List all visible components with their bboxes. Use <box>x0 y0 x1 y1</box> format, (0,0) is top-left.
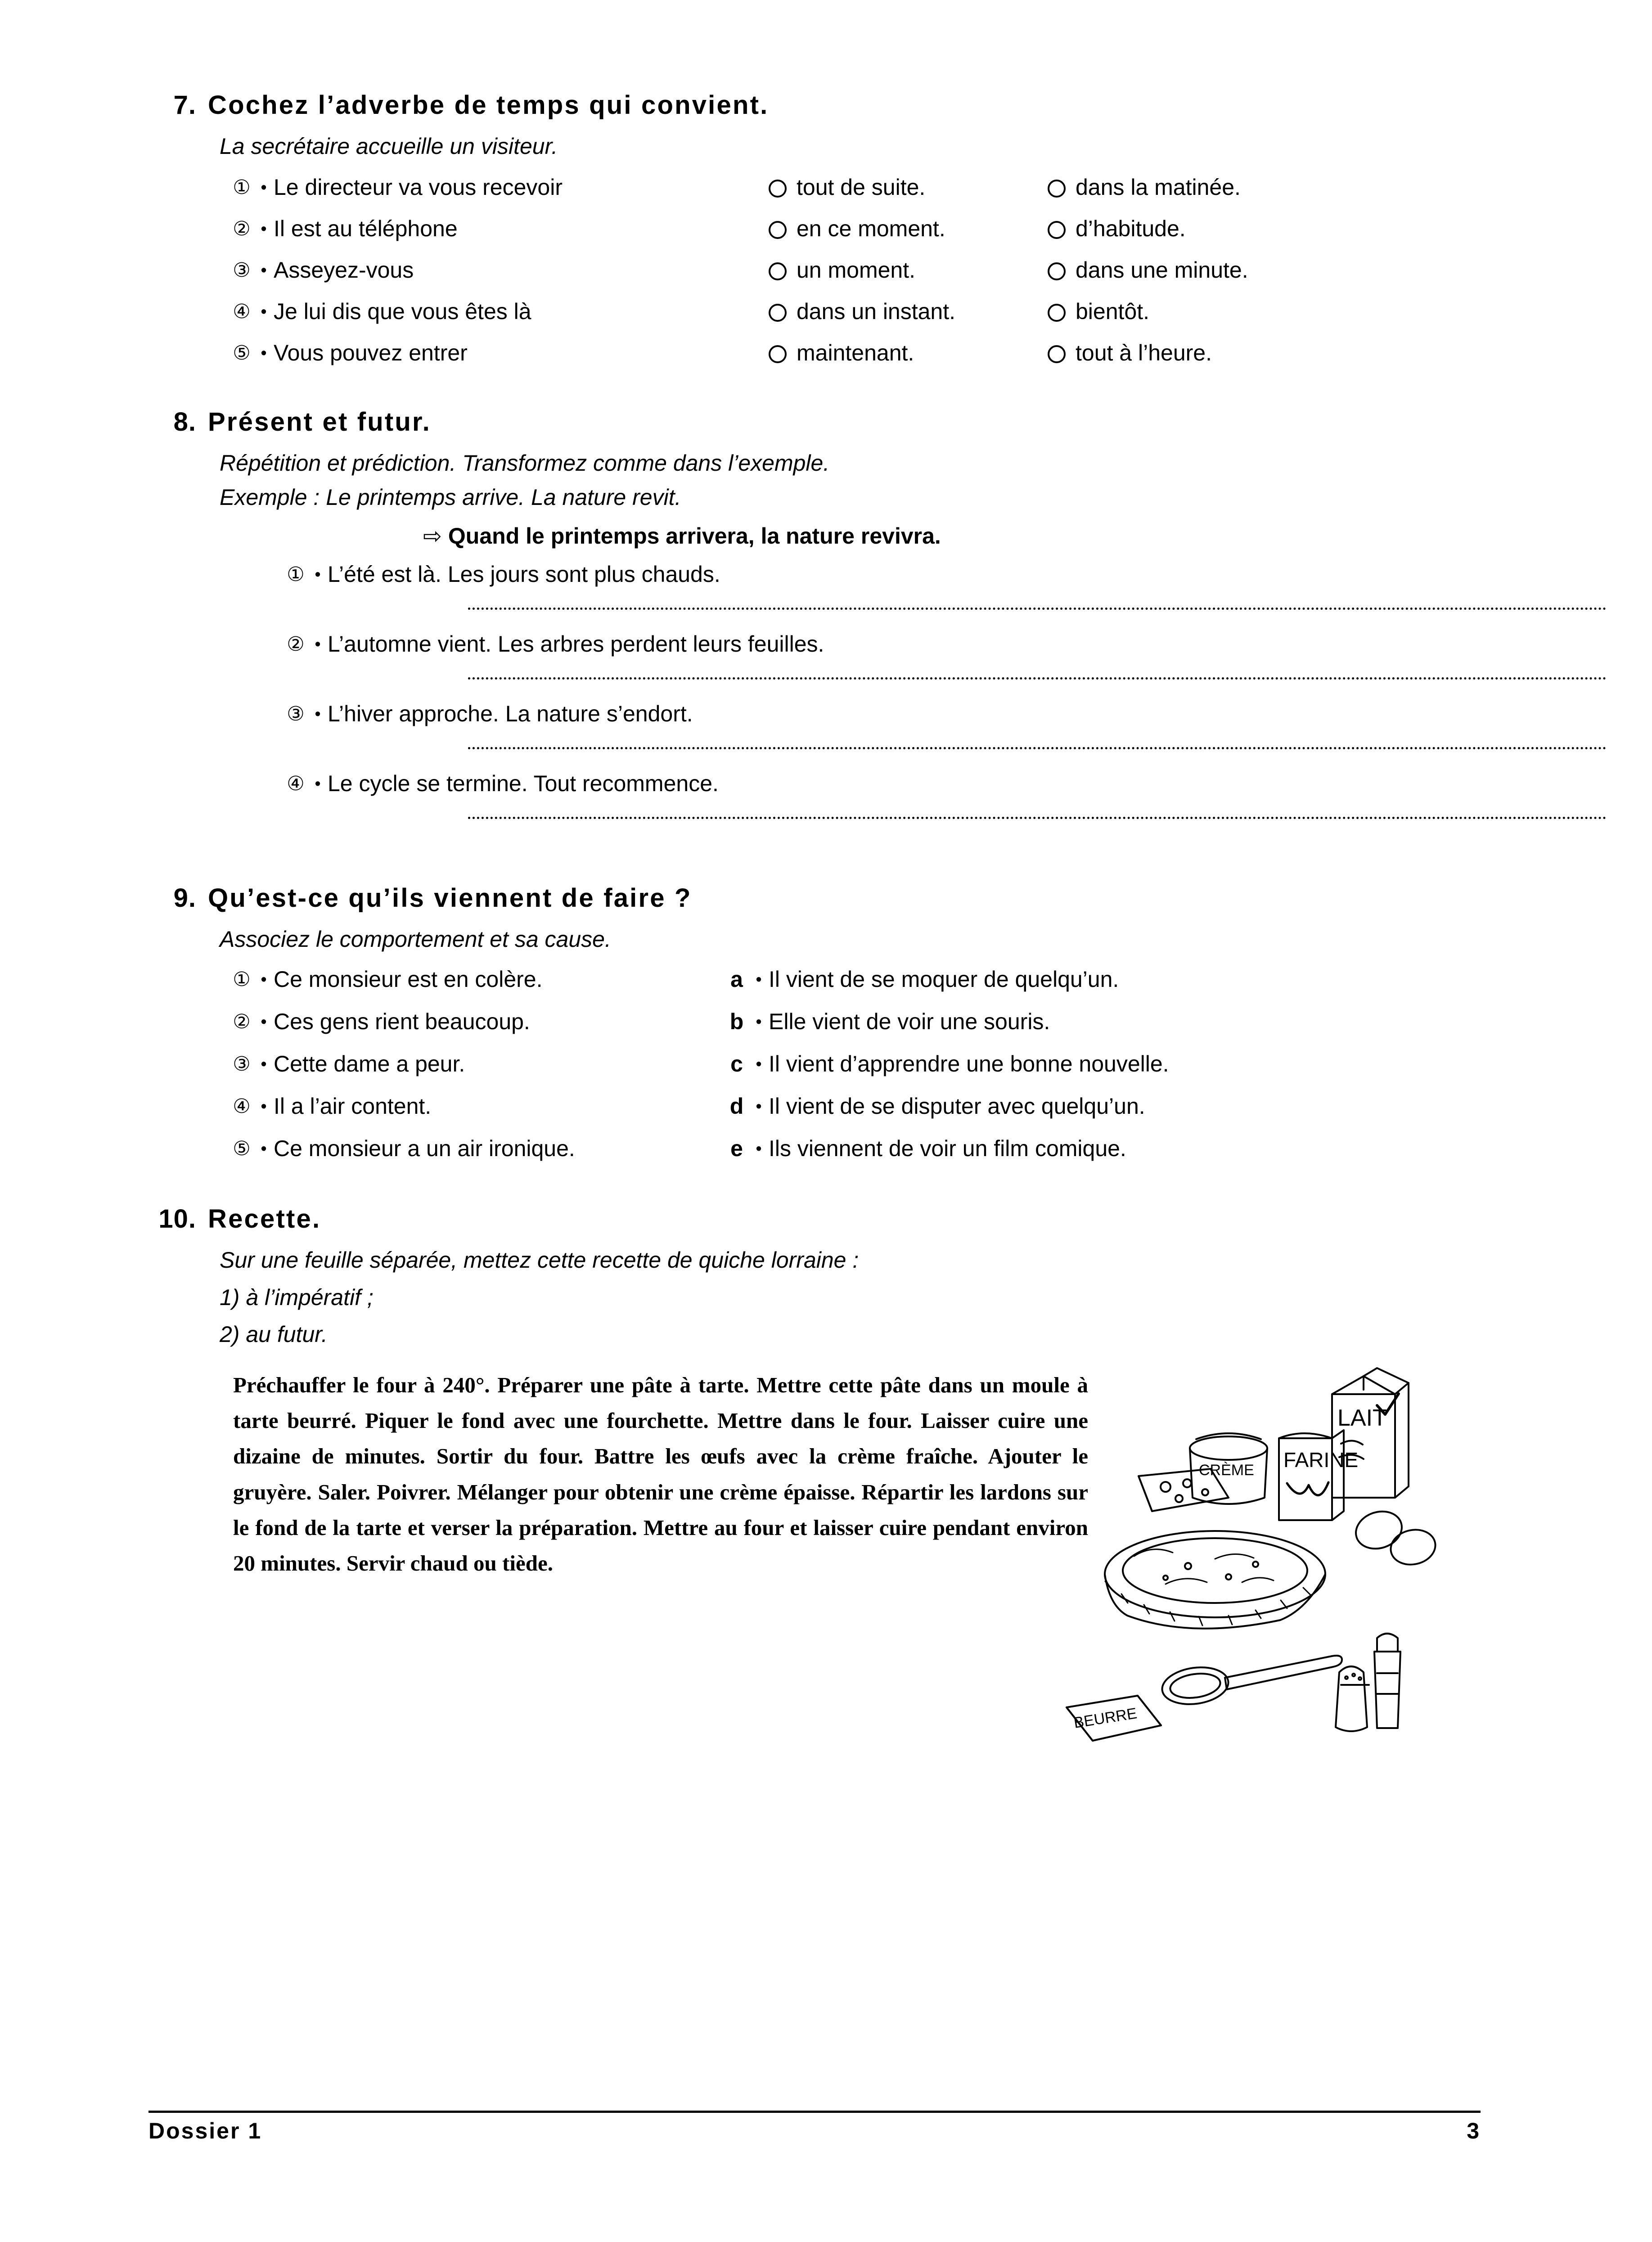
list-item <box>230 215 1481 242</box>
bullet-icon: • <box>315 704 321 724</box>
exercise-10-title: Recette. <box>208 1204 321 1234</box>
item-number: ⑤ <box>233 1138 251 1160</box>
spacer <box>149 840 1481 883</box>
item-number: ② <box>287 633 305 655</box>
exercise-8-title: Présent et futur. <box>208 407 431 437</box>
bullet-icon: • <box>756 1097 762 1116</box>
bullet-icon: • <box>261 1139 267 1158</box>
checkbox-circle-icon[interactable] <box>769 221 787 239</box>
item-text: Ce monsieur a un air ironique. <box>274 1136 575 1161</box>
option-label: tout de suite. <box>797 174 926 200</box>
exercise-8 <box>149 407 1481 819</box>
exercise-9-number: 9. <box>173 883 196 913</box>
page-content <box>149 90 1481 1732</box>
exercise-8-items <box>284 561 1481 819</box>
checkbox-circle-icon[interactable] <box>769 262 787 280</box>
list-item <box>230 339 1481 366</box>
exercise-8-heading <box>149 407 1481 437</box>
item-text: L’été est là. Les jours sont plus chauds. <box>328 561 720 587</box>
answer-line[interactable] <box>468 817 1607 819</box>
bullet-icon: • <box>261 343 267 363</box>
exercise-8-instruction-1: Répétition et prédiction. Transformez comme dans l’exemple. <box>220 450 830 476</box>
exercise-9-instruction: Associez le comportement et sa cause. <box>220 926 611 952</box>
item-text: Il vient d’apprendre une bonne nouvelle. <box>769 1051 1169 1076</box>
item-number: ② <box>233 217 251 240</box>
exercise-10-number: 10. <box>158 1204 196 1234</box>
item-letter: c <box>730 1051 743 1076</box>
answer-line[interactable] <box>468 747 1607 749</box>
option-label: dans la matinée. <box>1076 174 1241 200</box>
bullet-icon: • <box>261 178 267 197</box>
page-footer <box>149 2118 1481 2144</box>
exercise-8-example-answer <box>423 523 1481 549</box>
list-item <box>284 630 1481 657</box>
item-text: Il vient de se moquer de quelqu’un. <box>769 967 1119 992</box>
footer-dossier-label: Dossier 1 <box>149 2118 262 2143</box>
pair-right[interactable] <box>725 966 1119 992</box>
item-number: ③ <box>287 702 305 725</box>
exercise-9 <box>149 883 1481 1162</box>
bullet-icon: • <box>261 302 267 321</box>
list-item <box>284 770 1481 797</box>
pair-right[interactable] <box>725 1051 1169 1077</box>
eggs-icon <box>1351 1505 1439 1568</box>
checkbox-circle-icon[interactable] <box>769 180 787 198</box>
pair-right[interactable] <box>725 1135 1126 1162</box>
exercise-9-title: Qu’est-ce qu’ils viennent de faire ? <box>208 883 692 913</box>
item-number: ② <box>233 1011 251 1033</box>
pair-left[interactable] <box>230 966 725 992</box>
item-text: Elle vient de voir une souris. <box>769 1009 1050 1034</box>
checkbox-circle-icon[interactable] <box>769 345 787 363</box>
item-text: Asseyez-vous <box>274 257 414 283</box>
option-label: maintenant. <box>797 340 914 365</box>
item-letter: a <box>730 967 743 992</box>
checkbox-circle-icon[interactable] <box>1048 262 1066 280</box>
exercise-10-instruction: Sur une feuille séparée, mettez cette recette de quiche lorraine : <box>220 1247 859 1273</box>
bullet-icon: • <box>261 970 267 989</box>
answer-line[interactable] <box>468 677 1607 680</box>
list-item <box>230 1135 1481 1162</box>
option-2[interactable] <box>1048 215 1327 242</box>
pair-left[interactable] <box>230 1051 725 1077</box>
spacer <box>149 381 1481 407</box>
pair-left[interactable] <box>230 1093 725 1119</box>
checkbox-circle-icon[interactable] <box>1048 345 1066 363</box>
list-item <box>284 700 1481 727</box>
option-1[interactable] <box>769 298 1048 325</box>
quiche-ingredients-illustration <box>1017 1363 1467 1768</box>
item-text: Il vient de se disputer avec quelqu’un. <box>769 1094 1145 1119</box>
option-2[interactable] <box>1048 257 1327 284</box>
exercise-9-heading <box>149 883 1481 913</box>
bullet-icon: • <box>261 1097 267 1116</box>
checkbox-circle-icon[interactable] <box>1048 221 1066 239</box>
item-letter: b <box>729 1009 744 1034</box>
item-text: Ces gens rient beaucoup. <box>274 1009 530 1034</box>
option-1[interactable] <box>769 257 1048 284</box>
item-number: ① <box>233 968 251 990</box>
pair-right[interactable] <box>725 1008 1050 1035</box>
option-label: d’habitude. <box>1076 216 1186 241</box>
bullet-icon: • <box>756 1013 762 1031</box>
exercise-9-pairs <box>230 966 1481 1162</box>
item-number: ④ <box>287 772 305 795</box>
option-1[interactable] <box>769 339 1048 366</box>
item-number: ③ <box>233 1053 251 1075</box>
item-text: Le directeur va vous recevoir <box>274 174 563 200</box>
list-item <box>230 966 1481 992</box>
recipe-text: Préchauffer le four à 240°. Préparer une pâte à tarte. Mettre cette pâte dans un moule à tarte beurré. Piquer le fond avec une fourchette. Mettre dans le four. Laisser cuire une dizaine de minutes. Sortir du four. Battre les œufs avec la crème fraîche. Ajouter le gruyère. Saler. Poivrer. Mélanger pour obtenir une crème épaisse. Répartir les lardons sur le fond de la tarte et verser la préparation. Mettre au four et laisser cuire pendant environ 20 minutes. Servir chaud ou tiède. <box>233 1372 1088 1576</box>
bullet-icon: • <box>315 635 321 654</box>
option-label: en ce moment. <box>797 216 945 241</box>
option-label: un moment. <box>797 257 916 283</box>
item-letter: e <box>730 1136 743 1161</box>
exercise-8-number: 8. <box>173 407 196 437</box>
cheese-icon <box>1139 1469 1229 1511</box>
item-number: ① <box>233 176 251 198</box>
exercise-7-title: Cochez l’adverbe de temps qui convient. <box>208 90 769 120</box>
item-text: Il est au téléphone <box>274 216 458 241</box>
item-text: L’hiver approche. La nature s’endort. <box>328 701 693 726</box>
list-item <box>230 1093 1481 1119</box>
svg-text:LAIT: LAIT <box>1337 1405 1387 1431</box>
option-2[interactable] <box>1048 298 1327 325</box>
item-text: Vous pouvez entrer <box>274 340 468 365</box>
svg-text:FARINE: FARINE <box>1283 1448 1359 1472</box>
item-text: Le cycle se termine. Tout recommence. <box>328 770 719 796</box>
item-text: L’automne vient. Les arbres perdent leurs feuilles. <box>328 631 824 657</box>
bullet-icon: • <box>756 1055 762 1074</box>
list-item <box>230 257 1481 284</box>
pair-left[interactable] <box>230 1135 725 1162</box>
item-letter: d <box>729 1094 744 1119</box>
flour-bag-icon <box>1279 1430 1358 1520</box>
option-label: tout à l’heure. <box>1076 340 1212 365</box>
bullet-icon: • <box>315 774 321 793</box>
footer-divider <box>149 2111 1481 2113</box>
checkbox-circle-icon[interactable] <box>1048 180 1066 198</box>
item-text: Il a l’air content. <box>274 1094 432 1119</box>
bullet-icon: • <box>261 1013 267 1031</box>
bullet-icon: • <box>261 261 267 280</box>
list-item <box>230 298 1481 325</box>
pair-left[interactable] <box>230 1008 725 1035</box>
pepper-mill-icon <box>1374 1634 1400 1728</box>
wooden-spoon-icon <box>1160 1656 1342 1708</box>
item-text: Cette dame a peur. <box>274 1051 465 1076</box>
option-label: bientôt. <box>1076 298 1150 324</box>
footer-page-number: 3 <box>1467 2118 1481 2143</box>
quiche-icon <box>1105 1531 1325 1629</box>
salt-shaker-icon <box>1336 1666 1369 1731</box>
checkbox-circle-icon[interactable] <box>769 304 787 322</box>
item-text: Ce monsieur est en colère. <box>274 967 543 992</box>
list-item <box>284 561 1481 588</box>
item-number: ③ <box>233 259 251 281</box>
pair-right[interactable] <box>725 1093 1145 1119</box>
item-number: ⑤ <box>233 342 251 364</box>
exercise-7 <box>149 90 1481 366</box>
svg-text:BEURRE: BEURRE <box>1072 1704 1139 1732</box>
option-2[interactable] <box>1048 339 1327 366</box>
item-text: Ils viennent de voir un film comique. <box>769 1136 1126 1161</box>
exercise-10-sub-1: 1) à l’impératif ; <box>220 1284 374 1310</box>
item-number: ④ <box>233 1095 251 1117</box>
exercise-7-number: 7. <box>173 90 196 120</box>
item-number: ④ <box>233 300 251 323</box>
list-item <box>230 1008 1481 1035</box>
list-item <box>230 174 1481 201</box>
option-label: dans une minute. <box>1076 257 1248 283</box>
option-1[interactable] <box>769 215 1048 242</box>
arrow-icon: ⇨ <box>423 523 442 549</box>
list-item <box>230 1051 1481 1077</box>
exercise-10-heading <box>149 1204 1481 1234</box>
butter-pack-icon <box>1067 1696 1161 1741</box>
exercise-10-sub-2: 2) au futur. <box>220 1322 328 1347</box>
bullet-icon: • <box>261 219 267 239</box>
answer-line[interactable] <box>468 608 1607 610</box>
bullet-icon: • <box>756 1139 762 1158</box>
item-text: Je lui dis que vous êtes là <box>274 298 531 324</box>
exercise-8-instruction-2: Exemple : Le printemps arrive. La nature revit. <box>220 485 681 510</box>
recipe-block <box>149 1367 1481 1732</box>
checkbox-circle-icon[interactable] <box>1048 304 1066 322</box>
option-2[interactable] <box>1048 174 1327 201</box>
svg-text:CRÈME: CRÈME <box>1199 1461 1254 1479</box>
bullet-icon: • <box>315 565 321 584</box>
example-answer-text: Quand le printemps arrivera, la nature revivra. <box>448 523 941 549</box>
bullet-icon: • <box>756 970 762 989</box>
exercise-7-heading <box>149 90 1481 120</box>
option-label: dans un instant. <box>797 298 956 324</box>
bullet-icon: • <box>261 1055 267 1074</box>
exercise-10 <box>149 1204 1481 1732</box>
option-1[interactable] <box>769 174 1048 201</box>
exercise-7-items <box>230 174 1481 366</box>
exercise-7-instruction: La secrétaire accueille un visiteur. <box>220 134 558 159</box>
spacer <box>149 1178 1481 1204</box>
item-number: ① <box>287 563 305 585</box>
